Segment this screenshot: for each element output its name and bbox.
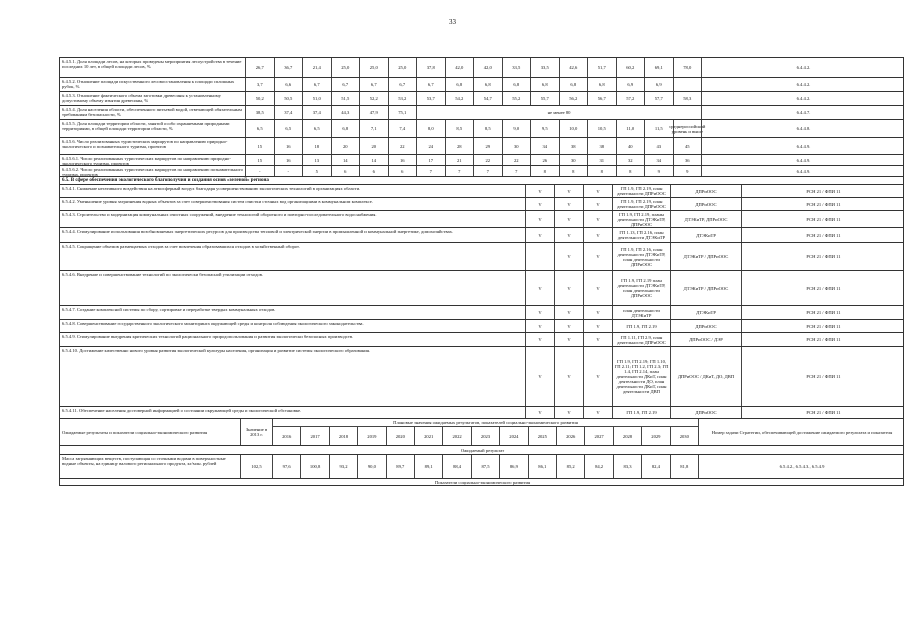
results-year: 2017 [300, 426, 328, 446]
measure-label: 6.5.4.3. Строительство и модернизация коммунальных очистных сооружений, внедрение технологий оборотного и повторно-последовательного водоснабжения. [62, 212, 377, 217]
measure-executor: ДПРиООС [670, 407, 741, 418]
result-value: 93,2 [329, 455, 357, 478]
indicator-label: 6.4.5.6. Число реализованных туристических маршрутов по направлению природно-экологического и познавательного туризма, проектов [62, 139, 228, 149]
indicator-value: 31 [587, 155, 616, 165]
measure-label: 6.5.4.9. Стимулирование внедрения критических технологий рационального природопользования и развития экологически безопасных производств. [62, 334, 354, 339]
indicator-value: 16 [274, 138, 303, 154]
indicator-value: 6,9 [644, 78, 673, 91]
indicator-label: 6.4.5.3. Отношение фактического объема заготовки древесины к установленному допустимому объему изъятия древесины, % [62, 93, 221, 103]
indicator-value: 6,8 [473, 78, 502, 91]
result-value: 89,7 [386, 455, 414, 478]
indicator-value: 10,5 [587, 120, 616, 137]
indicator-label: 6.4.5.1. Доля площади лесов, на которых проведены мероприятия лесоустройства в течение последних 10 лет, в общей площади лесов, % [62, 59, 242, 69]
indicator-value: 69,1 [644, 58, 673, 77]
measure-mark [525, 243, 554, 270]
measure-row [59, 346, 904, 406]
measure-program: ГП 1.9, ГП 2.19 [612, 407, 670, 418]
results-year: 2020 [386, 426, 414, 446]
measure-mark: V [583, 228, 612, 242]
indicator-value: 33,5 [502, 58, 531, 77]
indicator-value: 6,6 [274, 78, 303, 91]
results-col-label: Ожидаемые результаты и показатели социально-экономического развития [62, 429, 208, 435]
indicator-value: 13 [302, 155, 331, 165]
indicator-value: 45 [673, 138, 702, 154]
indicator-value: 56,2 [559, 92, 588, 105]
indicator-row [59, 165, 904, 176]
indicator-value: 33,5 [530, 58, 559, 77]
measure-mark: V [554, 333, 583, 346]
indicator-value: 40 [616, 138, 645, 154]
results-year: 2019 [357, 426, 385, 446]
indicator-value: 57,2 [616, 92, 645, 105]
result-value: 97,6 [272, 455, 300, 478]
measure-ref: РСН 21 / ФПИ 11 [741, 211, 905, 227]
indicator-value: 6,9 [616, 78, 645, 91]
indicator-value: 18 [302, 138, 331, 154]
measure-program: ГП 1.13, ГП 2.16, план деятельности ДТЭКиТР [612, 228, 670, 242]
indicator-value: 22 [388, 138, 417, 154]
indicator-value: 8 [616, 166, 645, 176]
measure-mark: V [554, 228, 583, 242]
indicator-value: 6 [388, 166, 417, 176]
footer-row [59, 478, 904, 486]
result-row [59, 454, 904, 478]
results-span-label: Плановые значения ожидаемых результатов, показателей социально-экономического развития [272, 419, 698, 426]
results-base-label: Значение в 2013 г. [240, 419, 272, 445]
indicator-label: 6.4.5.6.1. Число реализованных туристических маршрутов по направлению природно-экологического туризма, проектов [62, 156, 231, 166]
page-number: 33 [449, 18, 456, 26]
indicator-value: 5 [302, 166, 331, 176]
indicator-value: 8 [530, 166, 559, 176]
measure-mark: V [525, 198, 554, 210]
indicator-value: 42,0 [445, 58, 474, 77]
result-value: 85,2 [556, 455, 584, 478]
measure-mark: V [583, 320, 612, 332]
indicator-value: среднероссийский уровень и выше [673, 120, 702, 137]
measure-program: ГП 1.9, ГП 2.16, план деятельности ДТЭКиТР, план деятельности ДПРиООС [612, 243, 670, 270]
measure-label: 6.5.4.6. Внедрение и совершенствование технологий по экологически безопасной утилизации отходов. [62, 272, 264, 277]
measure-mark: V [554, 271, 583, 305]
measure-program: план деятельности ДТЭКиТР [612, 306, 670, 319]
measure-mark: V [554, 320, 583, 332]
measure-ref: РСН 21 / ФПИ 11 [741, 243, 905, 270]
measure-label: 6.5.4.5. Сокращение объемов размещаемых отходов за счет вовлечения образовавшихся отходов в хозяйственный оборот. [62, 244, 300, 249]
indicator-value: 78,0 [673, 58, 702, 77]
indicator-value: 50,5 [274, 92, 303, 105]
result-value: 100,8 [300, 455, 328, 478]
indicator-value: 14 [359, 155, 388, 165]
results-year: 2030 [670, 426, 698, 446]
measure-executor: ДПРиООС [670, 198, 741, 210]
indicator-value: 55,2 [502, 92, 531, 105]
indicator-value: 54,7 [473, 92, 502, 105]
indicator-value: 6,7 [302, 78, 331, 91]
indicator-value: 16 [388, 155, 417, 165]
indicator-value: 22 [502, 155, 531, 165]
indicator-row [59, 105, 904, 119]
measure-ref: РСН 21 / ФПИ 11 [741, 271, 905, 305]
indicator-value: 37,4 [302, 106, 331, 119]
result-value: 89,1 [414, 455, 442, 478]
results-year: 2018 [329, 426, 357, 446]
measure-row [59, 406, 904, 418]
measure-mark: V [525, 211, 554, 227]
measure-ref: РСН 21 / ФПИ 11 [741, 320, 905, 332]
measure-mark: V [554, 243, 583, 270]
measure-label: 6.5.4.7. Создание комплексной системы по сбору, сортировке и переработке твердых коммунальных отходов. [62, 307, 276, 312]
indicator-row [59, 91, 904, 105]
indicator-value: 36 [673, 155, 702, 165]
indicator-value: 7 [416, 166, 445, 176]
measure-mark: V [583, 185, 612, 197]
indicator-ref: 6.4.4.2. [701, 92, 905, 105]
expected-result-label: Ожидаемый результат [460, 448, 505, 453]
indicator-value: 58,3 [673, 92, 702, 105]
measure-mark: V [554, 407, 583, 418]
indicator-ref: 6.4.4.8. [701, 120, 905, 137]
measure-ref: РСН 21 / ФПИ 11 [741, 198, 905, 210]
measure-row [59, 227, 904, 242]
indicator-value: 56,7 [587, 92, 616, 105]
indicator-ref: 6.4.4.7. [701, 106, 905, 119]
result-value: 83,3 [613, 455, 641, 478]
results-year: 2025 [528, 426, 556, 446]
measure-mark: V [583, 271, 612, 305]
measure-row [59, 332, 904, 346]
indicator-ref: 6.4.4.2. [701, 58, 905, 77]
indicator-value: 14 [331, 155, 360, 165]
measure-ref: РСН 21 / ФПИ 11 [741, 407, 905, 418]
measure-label: 6.5.4.1. Снижение негативного воздействия на атмосферный воздух благодаря усовершенствованию экологических технологий в организациях области. [62, 186, 361, 191]
indicator-value: 11,0 [616, 120, 645, 137]
indicator-value: 7 [445, 166, 474, 176]
indicator-value: 38,5 [245, 106, 274, 119]
indicator-value: 51,0 [302, 92, 331, 105]
indicator-value: 75,1 [388, 106, 417, 119]
indicator-value: 38 [587, 138, 616, 154]
measure-row [59, 270, 904, 305]
indicator-value: 6,8 [587, 78, 616, 91]
indicator-value: 37,4 [274, 106, 303, 119]
measure-label: 6.5.4.4. Стимулирование использования возобновляемых энергетических ресурсов для производства тепловой и электрической энергии в промышленной и коммунальной энергетике, домохозяйствах. [62, 229, 454, 234]
indicator-value: 50,2 [245, 92, 274, 105]
measure-label: 6.5.4.10. Достижение качественно нового уровня развития экологической культуры населения, организация и развитие системы экологического образования. [62, 348, 371, 353]
indicator-label: 6.4.5.6.2. Число реализованных туристических маршрутов по направлению познавательного туризма, проектов [62, 167, 243, 177]
indicator-value: 6,7 [388, 78, 417, 91]
indicator-value: 9 [644, 166, 673, 176]
indicator-value: 25,0 [388, 58, 417, 77]
section-row [59, 176, 904, 184]
results-year: 2026 [556, 426, 584, 446]
measure-program: ГП 1.9, ГП 2.19, план деятельности ДПРиООС [612, 185, 670, 197]
indicator-value: 30 [502, 138, 531, 154]
indicator-value: 6,7 [331, 78, 360, 91]
measure-ref: РСН 21 / ФПИ 11 [741, 333, 905, 346]
indicator-value: 6,5 [245, 120, 274, 137]
measure-mark: V [583, 198, 612, 210]
result-label: Масса загрязняющих веществ, поступающая со сточными водами в поверхностные водные объекты, на единицу валового регионального продукта, кг/млн. рублей [62, 456, 226, 466]
indicator-value: 37,8 [416, 58, 445, 77]
indicator-ref: 6.4.4.2. [701, 78, 905, 91]
measure-mark: V [583, 347, 612, 406]
measure-mark: V [525, 306, 554, 319]
indicator-value: 29 [473, 138, 502, 154]
results-year: 2021 [414, 426, 442, 446]
measure-row [59, 242, 904, 270]
indicator-value: 28 [445, 138, 474, 154]
measure-label: 6.5.4.2. Уменьшение уровня загрязнения водных объектов за счет совершенствования систем очистки сточных вод организациями в коммунальном комплексе. [62, 199, 373, 204]
measure-mark: V [525, 228, 554, 242]
indicator-value: 6,5 [274, 120, 303, 137]
measure-ref: РСН 21 / ФПИ 11 [741, 185, 905, 197]
indicator-value: 21,4 [302, 58, 331, 77]
measure-mark: V [583, 211, 612, 227]
measure-mark: V [525, 333, 554, 346]
measure-mark: V [583, 407, 612, 418]
indicator-value: 7,1 [359, 120, 388, 137]
indicator-ref: 6.4.4.9. [701, 166, 905, 176]
indicator-value: 26 [530, 155, 559, 165]
indicator-value: 25,0 [359, 58, 388, 77]
indicator-value: 51,5 [331, 92, 360, 105]
measure-row [59, 184, 904, 197]
results-year: 2016 [272, 426, 300, 446]
measure-executor: ДТЭКиТР [670, 306, 741, 319]
indicator-value: 7 [473, 166, 502, 176]
indicator-ref: 6.4.4.9. [701, 138, 905, 154]
indicator-value: 20 [359, 138, 388, 154]
measure-ref: РСН 21 / ФПИ 11 [741, 306, 905, 319]
indicator-value: 9,0 [502, 120, 531, 137]
measure-executor: ДПРиООС [670, 185, 741, 197]
strategy-table [59, 57, 904, 629]
indicator-value: 57,7 [644, 92, 673, 105]
measure-mark: V [583, 333, 612, 346]
measure-executor: ДТЭКиТР, ДПРиООС [670, 211, 741, 227]
indicator-value: 6,8 [331, 120, 360, 137]
indicator-value: 47,9 [359, 106, 388, 119]
measure-program: ГП 1.9, ГП 2.19, планы деятельности ДТЭКиТР, ДПРиООС [612, 211, 670, 227]
indicator-value: 21 [445, 155, 474, 165]
indicator-value: 6,8 [530, 78, 559, 91]
indicator-merged-value: не менее 80 [416, 106, 701, 119]
measure-mark: V [525, 185, 554, 197]
measure-mark: V [525, 347, 554, 406]
indicator-value: 6,7 [416, 78, 445, 91]
measure-ref: РСН 21 / ФПИ 11 [741, 347, 905, 406]
result-base: 102,5 [240, 455, 272, 478]
indicator-value: 11,5 [644, 120, 673, 137]
expected-result-row [59, 445, 904, 454]
indicator-value: 26,7 [245, 58, 274, 77]
indicator-value: 6,8 [502, 78, 531, 91]
result-value: 81,8 [670, 455, 698, 478]
measure-row [59, 305, 904, 319]
indicator-value: 9 [673, 166, 702, 176]
indicator-row [59, 77, 904, 91]
indicator-value: 53,7 [416, 92, 445, 105]
indicator-value: 34 [644, 155, 673, 165]
indicator-value: 44,3 [331, 106, 360, 119]
measure-program: ГП 1.9, ГП 2.19 план деятельности ДТЭКиТР, план деятельности ДПРиООС [612, 271, 670, 305]
measure-row [59, 210, 904, 227]
measure-label: 6.5.4.11. Обеспечение населения достоверной информацией о состоянии окружающей среды и экологической обстановке. [62, 408, 302, 413]
indicator-value: 15 [245, 138, 274, 154]
indicator-value: 16 [274, 155, 303, 165]
indicator-value: 60,2 [616, 58, 645, 77]
indicator-value: 38 [559, 138, 588, 154]
measure-executor: ДТЭКиТР [670, 228, 741, 242]
measure-mark: V [554, 306, 583, 319]
indicator-value: - [245, 166, 274, 176]
indicator-value: 6,8 [559, 78, 588, 91]
measure-label: 6.5.4.8. Совершенствование государственного экологического мониторинга окружающей среды и контроля соблюдения экологического законодательства. [62, 321, 364, 326]
indicator-value: 6,7 [359, 78, 388, 91]
measure-program: ГП 1.9, ГП 2.19; ГП 1.10, ГП 2.11; ГП 1.2, ГП 2.3; ГП 1.4, ГП 2.14, план деятельности ДКиТ, план деятельности ДО, план деятельности ДКиТ, план деятельности ДВП [612, 347, 670, 406]
section-title: 6.5. В сфере обеспечения экологического благополучия и создания основ «зеленой» региона [62, 178, 269, 183]
indicator-value: 52,2 [359, 92, 388, 105]
indicator-value: 36,7 [274, 58, 303, 77]
measure-row [59, 197, 904, 210]
indicator-value: 24 [416, 138, 445, 154]
indicator-value: 30 [559, 155, 588, 165]
indicator-value: 3,7 [245, 78, 274, 91]
results-year: 2024 [499, 426, 527, 446]
indicator-value: 8,5 [473, 120, 502, 137]
indicator-row [59, 57, 904, 77]
result-value: 86,1 [528, 455, 556, 478]
indicator-row [59, 137, 904, 154]
indicator-value: 51,7 [587, 58, 616, 77]
indicator-value: 25,0 [331, 58, 360, 77]
indicator-value: 7,4 [388, 120, 417, 137]
measure-ref: РСН 21 / ФПИ 11 [741, 228, 905, 242]
indicator-label: 6.4.5.4. Доля населения области, обеспеченного питьевой водой, отвечающей обязательным требованиям безопасности, % [62, 107, 242, 117]
measure-program: ГП 1.9, ГП 2.19 [612, 320, 670, 332]
measure-program: ГП 1.11, ГП 2.9, план деятельности ДПРиООС [612, 333, 670, 346]
measure-executor: ДПРиООС / ДКиТ, ДО, ДВП [670, 347, 741, 406]
indicator-value: 6,8 [445, 78, 474, 91]
indicator-value: 8 [587, 166, 616, 176]
indicator-value: 20 [331, 138, 360, 154]
indicator-value: 15 [245, 155, 274, 165]
indicator-label: 6.4.5.5. Доля площади территории области, занятой особо охраняемыми природными территориями, в общей площади территории области, % [62, 121, 230, 131]
indicator-value: 6 [359, 166, 388, 176]
indicator-value: 34 [530, 138, 559, 154]
measure-mark: V [525, 407, 554, 418]
results-year: 2023 [471, 426, 499, 446]
indicator-value: 54,2 [445, 92, 474, 105]
indicator-label: 6.4.5.2. Отношение площади искусственного лесовосстановления к площади сплошных рубок, % [62, 79, 235, 89]
measure-mark: V [525, 320, 554, 332]
results-header [59, 418, 904, 445]
indicator-row [59, 119, 904, 137]
indicator-value: 8,0 [416, 120, 445, 137]
measure-executor: ДПРиООС / ДЭР [670, 333, 741, 346]
measure-mark: V [554, 347, 583, 406]
results-year: 2027 [584, 426, 612, 446]
indicator-value: 8 [559, 166, 588, 176]
result-ref: 6.5.4.2., 6.5.4.3., 6.5.4.9 [698, 455, 905, 478]
result-value: 87,5 [471, 455, 499, 478]
indicator-value: 42,0 [473, 58, 502, 77]
measure-executor: ДПРиООС [670, 320, 741, 332]
indicator-value: - [274, 166, 303, 176]
measure-executor: ДТЭКиТР / ДПРиООС [670, 271, 741, 305]
result-value: 82,4 [641, 455, 669, 478]
results-year: 2022 [442, 426, 470, 446]
measure-mark: V [583, 243, 612, 270]
result-value: 90,0 [357, 455, 385, 478]
measure-executor: ДТЭКиТР / ДПРиООС [670, 243, 741, 270]
indicator-value: 22 [473, 155, 502, 165]
indicator-value: 8,5 [445, 120, 474, 137]
indicator-ref: 6.4.4.9. [701, 155, 905, 165]
results-year: 2029 [641, 426, 669, 446]
indicator-value [673, 78, 702, 91]
indicator-value: 6,5 [302, 120, 331, 137]
indicator-value: 6 [331, 166, 360, 176]
result-value: 86,9 [499, 455, 527, 478]
indicator-value: 9,5 [530, 120, 559, 137]
measure-mark: V [554, 185, 583, 197]
indicator-value: 43 [644, 138, 673, 154]
footer-label: Показатели социально-экономического развития [434, 480, 531, 485]
indicator-value: 10,0 [559, 120, 588, 137]
indicator-value: 17 [416, 155, 445, 165]
measure-mark: V [554, 198, 583, 210]
measure-row [59, 319, 904, 332]
result-value: 84,2 [584, 455, 612, 478]
measure-program: ГП 1.9, ГП 2.19, план деятельности ДПРиООС [612, 198, 670, 210]
indicator-value: 53,2 [388, 92, 417, 105]
indicator-row [59, 154, 904, 165]
indicator-value: 7 [502, 166, 531, 176]
indicator-value: 42,6 [559, 58, 588, 77]
results-year: 2028 [613, 426, 641, 446]
indicator-value: 32 [616, 155, 645, 165]
measure-mark: V [583, 306, 612, 319]
result-value: 88,4 [442, 455, 470, 478]
indicator-value: 55,7 [530, 92, 559, 105]
measure-mark: V [525, 271, 554, 305]
results-ref-label: Номер задачи Стратегии, обеспечивающей достижение ожидаемого результата и показателя [698, 419, 905, 445]
measure-mark: V [554, 211, 583, 227]
